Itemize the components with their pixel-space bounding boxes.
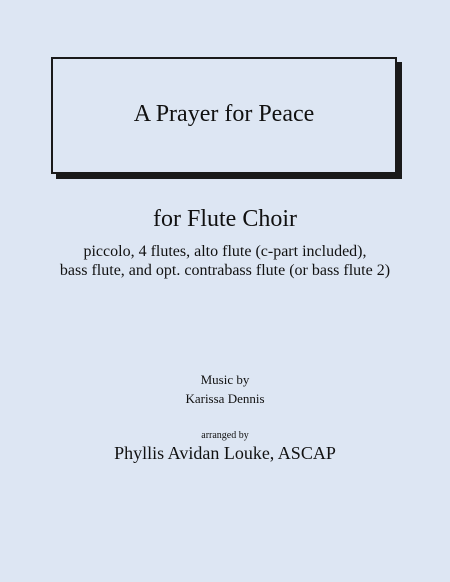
- composer-name: Karissa Dennis: [185, 391, 265, 406]
- instrumentation-line-2: bass flute, and opt. contrabass flute (or bass flute 2): [59, 262, 391, 279]
- title-box: [51, 57, 397, 174]
- subtitle: for Flute Choir: [153, 206, 297, 232]
- arranged-by-label: arranged by: [201, 430, 249, 441]
- instrumentation-line-1: piccolo, 4 flutes, alto flute (c-part included),: [83, 243, 367, 260]
- document-title: A Prayer for Peace: [133, 101, 315, 127]
- arranger-name: Phyllis Avidan Louke, ASCAP: [114, 443, 336, 463]
- music-by-label: Music by: [200, 372, 250, 387]
